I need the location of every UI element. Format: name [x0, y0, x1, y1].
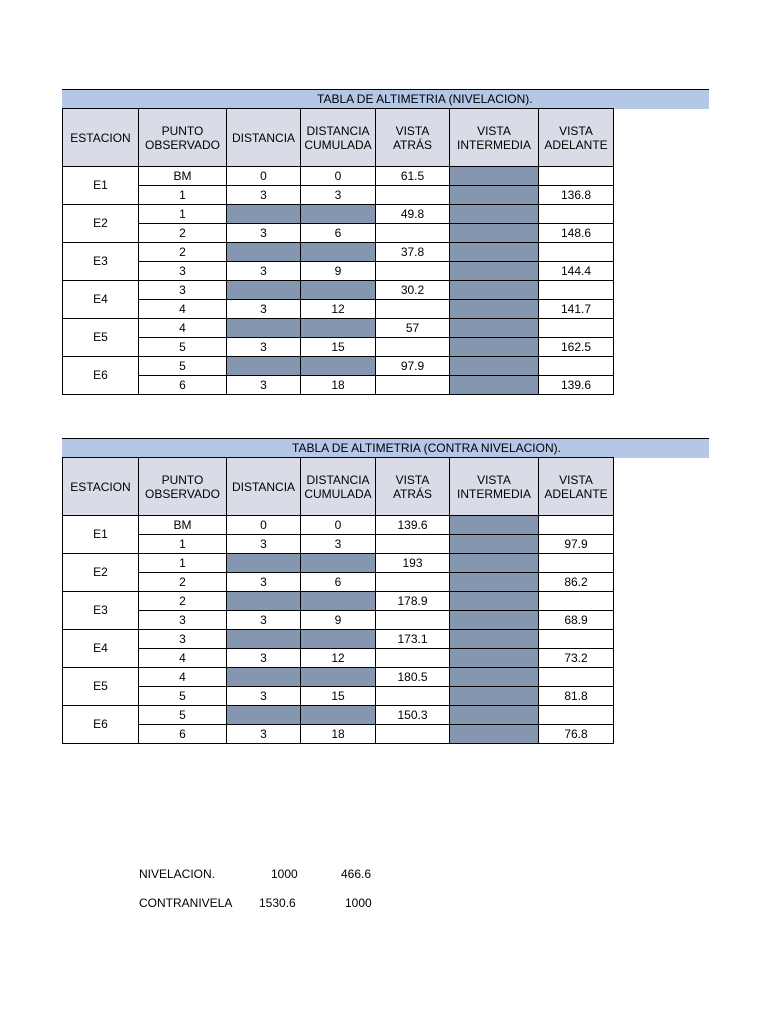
punto-cell: 2	[139, 592, 227, 611]
header-line-1: VISTA	[559, 123, 593, 138]
distancia-cell: 3	[227, 376, 301, 395]
vista-intermedia-cell	[450, 611, 539, 630]
title-bar-nivelacion	[62, 89, 709, 109]
station-cell: E3	[63, 243, 139, 281]
vista-atras-cell	[376, 262, 450, 281]
vista-adelante-cell	[539, 167, 614, 186]
table-row	[63, 725, 614, 744]
vista-adelante-cell: 86.2	[539, 573, 614, 592]
summary-value-1: 1530.6	[259, 896, 296, 910]
vista-adelante-cell	[539, 668, 614, 687]
distancia-cumulada-cell: 0	[301, 167, 376, 186]
vista-adelante-cell: 81.8	[539, 687, 614, 706]
table-row	[63, 186, 614, 205]
header-distancia: DISTANCIA	[227, 458, 301, 516]
header-punto-observado	[139, 458, 227, 516]
vista-intermedia-cell	[450, 243, 539, 262]
vista-adelante-cell	[539, 630, 614, 649]
header-line-1: VISTA	[477, 472, 511, 487]
punto-cell: 2	[139, 573, 227, 592]
vista-intermedia-cell	[450, 725, 539, 744]
vista-adelante-cell: 68.9	[539, 611, 614, 630]
header-line-2: INTERMEDIA	[456, 486, 531, 501]
header-line-2: ADELANTE	[544, 486, 608, 501]
station-cell: E2	[63, 205, 139, 243]
distancia-cell	[227, 706, 301, 725]
header-line-2: CUMULADA	[304, 486, 372, 501]
vista-atras-cell: 150.3	[376, 706, 450, 725]
header-vista-atras	[376, 109, 450, 167]
vista-atras-cell: 178.9	[376, 592, 450, 611]
station-cell: E1	[63, 167, 139, 205]
punto-cell: 5	[139, 338, 227, 357]
punto-cell: 1	[139, 554, 227, 573]
header-line-2: ATRÁS	[392, 137, 433, 152]
table-contra-nivelacion	[62, 457, 614, 744]
vista-atras-cell: 139.6	[376, 516, 450, 535]
distancia-cumulada-cell	[301, 357, 376, 376]
distancia-cumulada-cell: 9	[301, 611, 376, 630]
distancia-cell: 3	[227, 262, 301, 281]
header-vista-intermedia	[450, 458, 539, 516]
vista-adelante-cell	[539, 516, 614, 535]
distancia-cell: 3	[227, 725, 301, 744]
distancia-cell	[227, 668, 301, 687]
distancia-cell	[227, 357, 301, 376]
summary-label: CONTRANIVELA	[139, 896, 233, 910]
distancia-cumulada-cell: 9	[301, 262, 376, 281]
header-line-2: CUMULADA	[304, 137, 372, 152]
header-distancia-cumulada	[301, 458, 376, 516]
vista-intermedia-cell	[450, 630, 539, 649]
vista-intermedia-cell	[450, 167, 539, 186]
vista-intermedia-cell	[450, 706, 539, 725]
summary-value-2: 466.6	[341, 867, 372, 881]
station-cell: E1	[63, 516, 139, 554]
punto-cell: 3	[139, 630, 227, 649]
vista-atras-cell: 57	[376, 319, 450, 338]
table-row	[63, 319, 614, 338]
vista-atras-cell	[376, 300, 450, 319]
vista-intermedia-cell	[450, 319, 539, 338]
punto-cell: 4	[139, 319, 227, 338]
vista-intermedia-cell	[450, 262, 539, 281]
distancia-cumulada-cell: 15	[301, 338, 376, 357]
vista-atras-cell: 97.9	[376, 357, 450, 376]
header-line-1: VISTA	[477, 123, 511, 138]
station-cell: E3	[63, 592, 139, 630]
vista-adelante-cell	[539, 592, 614, 611]
table-row	[63, 376, 614, 395]
header-line-1: PUNTO	[161, 123, 204, 138]
distancia-cell: 3	[227, 649, 301, 668]
table-nivelacion	[62, 108, 614, 395]
header-line-2: ADELANTE	[544, 137, 608, 152]
vista-adelante-cell	[539, 357, 614, 376]
vista-intermedia-cell	[450, 687, 539, 706]
summary-row-contranivela	[0, 896, 768, 912]
header-line-2: ATRÁS	[392, 486, 433, 501]
header-distancia: DISTANCIA	[227, 109, 301, 167]
table-row	[63, 338, 614, 357]
punto-cell: 3	[139, 281, 227, 300]
table-row	[63, 243, 614, 262]
table-row	[63, 592, 614, 611]
punto-cell: 3	[139, 611, 227, 630]
punto-cell: 4	[139, 668, 227, 687]
distancia-cumulada-cell: 6	[301, 573, 376, 592]
vista-adelante-cell: 76.8	[539, 725, 614, 744]
table-row	[63, 205, 614, 224]
table-row	[63, 611, 614, 630]
distancia-cell	[227, 554, 301, 573]
table-row	[63, 706, 614, 725]
vista-atras-cell: 30.2	[376, 281, 450, 300]
vista-atras-cell	[376, 338, 450, 357]
header-estacion: ESTACION	[63, 109, 139, 167]
distancia-cumulada-cell	[301, 630, 376, 649]
distancia-cell	[227, 630, 301, 649]
vista-adelante-cell	[539, 319, 614, 338]
vista-atras-cell	[376, 535, 450, 554]
vista-atras-cell	[376, 224, 450, 243]
distancia-cell: 0	[227, 516, 301, 535]
distancia-cell	[227, 281, 301, 300]
distancia-cumulada-cell	[301, 706, 376, 725]
distancia-cell	[227, 205, 301, 224]
distancia-cell: 3	[227, 186, 301, 205]
header-estacion: ESTACION	[63, 458, 139, 516]
station-cell: E5	[63, 319, 139, 357]
vista-adelante-cell	[539, 281, 614, 300]
station-cell: E2	[63, 554, 139, 592]
vista-intermedia-cell	[450, 592, 539, 611]
header-line-1: DISTANCIA	[306, 123, 370, 138]
distancia-cumulada-cell: 0	[301, 516, 376, 535]
vista-intermedia-cell	[450, 281, 539, 300]
punto-cell: 5	[139, 357, 227, 376]
table-row	[63, 554, 614, 573]
table-row	[63, 300, 614, 319]
distancia-cumulada-cell: 18	[301, 376, 376, 395]
punto-cell: 4	[139, 300, 227, 319]
punto-cell: 3	[139, 262, 227, 281]
header-line-2: OBSERVADO	[145, 486, 220, 501]
distancia-cumulada-cell: 12	[301, 649, 376, 668]
table-row	[63, 167, 614, 186]
vista-intermedia-cell	[450, 376, 539, 395]
table-row	[63, 516, 614, 535]
title-bar-contra-nivelacion	[62, 438, 709, 458]
header-line-1: VISTA	[395, 472, 430, 487]
vista-intermedia-cell	[450, 516, 539, 535]
vista-intermedia-cell	[450, 338, 539, 357]
distancia-cumulada-cell: 6	[301, 224, 376, 243]
punto-cell: 2	[139, 224, 227, 243]
vista-atras-cell: 173.1	[376, 630, 450, 649]
table-row	[63, 535, 614, 554]
vista-adelante-cell	[539, 205, 614, 224]
table-row	[63, 630, 614, 649]
header-row	[63, 458, 614, 516]
distancia-cell	[227, 243, 301, 262]
punto-cell: 1	[139, 205, 227, 224]
vista-intermedia-cell	[450, 668, 539, 687]
vista-atras-cell	[376, 649, 450, 668]
distancia-cell: 0	[227, 167, 301, 186]
punto-cell: 2	[139, 243, 227, 262]
distancia-cumulada-cell	[301, 319, 376, 338]
vista-adelante-cell: 141.7	[539, 300, 614, 319]
punto-cell: 1	[139, 186, 227, 205]
punto-cell: 6	[139, 725, 227, 744]
summary-row-nivelacion	[0, 867, 768, 883]
table-row	[63, 687, 614, 706]
vista-adelante-cell	[539, 706, 614, 725]
vista-atras-cell	[376, 611, 450, 630]
vista-atras-cell	[376, 376, 450, 395]
header-vista-adelante	[539, 109, 614, 167]
vista-atras-cell	[376, 573, 450, 592]
table-row	[63, 281, 614, 300]
distancia-cumulada-cell: 18	[301, 725, 376, 744]
distancia-cumulada-cell	[301, 592, 376, 611]
distancia-cumulada-cell	[301, 205, 376, 224]
vista-intermedia-cell	[450, 649, 539, 668]
distancia-cell: 3	[227, 611, 301, 630]
table-row	[63, 668, 614, 687]
station-cell: E6	[63, 706, 139, 744]
header-line-1: VISTA	[559, 472, 593, 487]
table-row	[63, 262, 614, 281]
table-title-nivelacion: TABLA DE ALTIMETRIA (NIVELACION).	[317, 92, 533, 106]
distancia-cell: 3	[227, 573, 301, 592]
vista-intermedia-cell	[450, 186, 539, 205]
distancia-cumulada-cell	[301, 554, 376, 573]
vista-adelante-cell	[539, 554, 614, 573]
table-row	[63, 573, 614, 592]
vista-atras-cell	[376, 725, 450, 744]
header-line-2: INTERMEDIA	[456, 137, 531, 152]
vista-adelante-cell: 162.5	[539, 338, 614, 357]
vista-atras-cell	[376, 687, 450, 706]
vista-intermedia-cell	[450, 535, 539, 554]
table-row	[63, 649, 614, 668]
summary-value-1: 1000	[271, 867, 298, 881]
vista-atras-cell: 180.5	[376, 668, 450, 687]
distancia-cell	[227, 592, 301, 611]
vista-intermedia-cell	[450, 357, 539, 376]
distancia-cumulada-cell	[301, 281, 376, 300]
vista-adelante-cell: 136.8	[539, 186, 614, 205]
punto-cell: 6	[139, 376, 227, 395]
vista-adelante-cell: 144.4	[539, 262, 614, 281]
punto-cell: BM	[139, 516, 227, 535]
vista-atras-cell: 49.8	[376, 205, 450, 224]
vista-intermedia-cell	[450, 300, 539, 319]
table-row	[63, 224, 614, 243]
punto-cell: 5	[139, 706, 227, 725]
vista-atras-cell: 193	[376, 554, 450, 573]
distancia-cell: 3	[227, 535, 301, 554]
vista-intermedia-cell	[450, 573, 539, 592]
distancia-cell: 3	[227, 224, 301, 243]
distancia-cumulada-cell	[301, 668, 376, 687]
vista-atras-cell: 61.5	[376, 167, 450, 186]
distancia-cell	[227, 319, 301, 338]
distancia-cell: 3	[227, 687, 301, 706]
vista-intermedia-cell	[450, 205, 539, 224]
vista-adelante-cell: 97.9	[539, 535, 614, 554]
header-line-1: PUNTO	[161, 472, 204, 487]
summary-label: NIVELACION.	[139, 867, 216, 881]
station-cell: E5	[63, 668, 139, 706]
vista-adelante-cell	[539, 243, 614, 262]
vista-atras-cell	[376, 186, 450, 205]
vista-adelante-cell: 139.6	[539, 376, 614, 395]
vista-adelante-cell: 148.6	[539, 224, 614, 243]
punto-cell: BM	[139, 167, 227, 186]
vista-intermedia-cell	[450, 554, 539, 573]
station-cell: E4	[63, 630, 139, 668]
header-line-1: VISTA	[395, 123, 430, 138]
distancia-cumulada-cell	[301, 243, 376, 262]
header-line-2: OBSERVADO	[145, 137, 220, 152]
punto-cell: 4	[139, 649, 227, 668]
header-distancia-cumulada	[301, 109, 376, 167]
vista-atras-cell: 37.8	[376, 243, 450, 262]
table-title-contra-nivelacion: TABLA DE ALTIMETRIA (CONTRA NIVELACION).	[292, 441, 561, 455]
station-cell: E6	[63, 357, 139, 395]
header-line-1: DISTANCIA	[306, 472, 370, 487]
vista-adelante-cell: 73.2	[539, 649, 614, 668]
header-vista-atras	[376, 458, 450, 516]
distancia-cumulada-cell: 3	[301, 535, 376, 554]
table-row	[63, 357, 614, 376]
header-vista-intermedia	[450, 109, 539, 167]
summary-value-2: 1000	[345, 896, 372, 910]
distancia-cell: 3	[227, 300, 301, 319]
punto-cell: 1	[139, 535, 227, 554]
distancia-cumulada-cell: 12	[301, 300, 376, 319]
distancia-cell: 3	[227, 338, 301, 357]
header-vista-adelante	[539, 458, 614, 516]
station-cell: E4	[63, 281, 139, 319]
header-row	[63, 109, 614, 167]
punto-cell: 5	[139, 687, 227, 706]
distancia-cumulada-cell: 3	[301, 186, 376, 205]
vista-intermedia-cell	[450, 224, 539, 243]
header-punto-observado	[139, 109, 227, 167]
distancia-cumulada-cell: 15	[301, 687, 376, 706]
